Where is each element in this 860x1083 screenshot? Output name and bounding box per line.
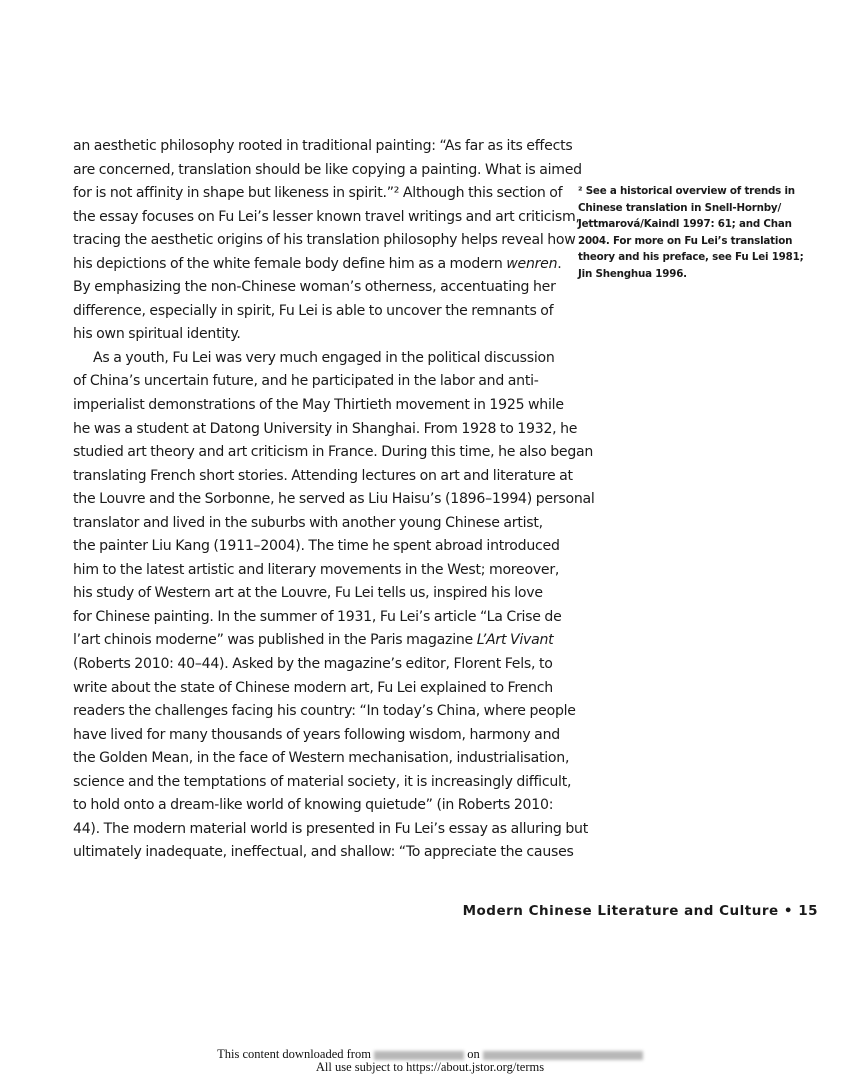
body-line — [73, 394, 564, 418]
text-run: science and the temptations of material society, it is increasingly difficult, — [73, 773, 572, 790]
body-line — [73, 559, 560, 583]
body-line — [73, 771, 572, 795]
text-run: 44). The modern material world is presented in Fu Lei’s essay as alluring but — [73, 820, 588, 837]
text-run: (Roberts 2010: 40–44). Asked by the magazine’s editor, Florent Fels, to — [73, 656, 553, 673]
body-line — [73, 747, 570, 771]
text-run: the Louvre and the Sorbonne, he served as Liu Haisu’s (1896–1994) personal — [73, 491, 595, 508]
body-line — [73, 629, 554, 653]
running-footer: Modern Chinese Literature and Culture • 15 — [462, 903, 818, 919]
text-run: his study of Western art at the Louvre, Fu Lei tells us, inspired his love — [73, 585, 543, 602]
body-line — [73, 182, 563, 206]
italic-text: wenren — [506, 255, 558, 272]
footnote-line: ² See a historical overview of trends in — [578, 185, 795, 197]
footnote-line: theory and his preface, see Fu Lei 1981; — [578, 251, 804, 264]
text-run: to hold onto a dream-like world of knowing quietude” (in Roberts 2010: — [73, 797, 554, 814]
download-prefix: This content downloaded from — [217, 1047, 371, 1061]
footnote-line: 2004. For more on Fu Lei’s translation — [578, 234, 793, 247]
text-run: an aesthetic philosophy rooted in traditional painting: “As far as its effects — [73, 138, 573, 154]
body-line — [73, 818, 588, 842]
text-run: are concerned, translation should be like copying a painting. What is aimed — [73, 161, 582, 178]
body-line — [73, 370, 539, 394]
text-run: for is not affinity in shape but likeness in spirit.”² Although this section of — [73, 185, 563, 202]
text-run: have lived for many thousands of years following wisdom, harmony and — [73, 726, 560, 743]
body-line — [73, 653, 553, 677]
text-run: imperialist demonstrations of the May Thirtieth movement in 1925 while — [73, 397, 564, 414]
text-run: translator and lived in the suburbs with another young Chinese artist, — [73, 514, 543, 531]
text-run: for Chinese painting. In the summer of 1931, Fu Lei’s article “La Crise de — [73, 608, 562, 625]
text-run: the essay focuses on Fu Lei’s lesser known travel writings and art criticism, — [73, 208, 580, 225]
redacted-ip — [374, 1051, 464, 1060]
text-run: By emphasizing the non-Chinese woman’s otherness, accentuating her — [73, 279, 556, 296]
text-run: his own spiritual identity. — [73, 326, 241, 343]
body-line — [73, 159, 582, 183]
footnote-line: Jin Shenghua 1996. — [578, 267, 687, 280]
body-line — [73, 347, 555, 371]
body-line — [73, 441, 594, 465]
text-run: translating French short stories. Attending lectures on art and literature at — [73, 467, 573, 484]
redacted-date — [483, 1051, 643, 1060]
body-line — [73, 276, 556, 300]
body-line — [73, 206, 580, 230]
text-run: the painter Liu Kang (1911–2004). The time he spent abroad introduced — [73, 538, 560, 555]
text-run: write about the state of Chinese modern art, Fu Lei explained to French — [73, 679, 553, 696]
text-run: he was a student at Datong University in Shanghai. From 1928 to 1932, he — [73, 420, 578, 437]
text-run: readers the challenges facing his country: “In today’s China, where people — [73, 703, 576, 720]
jstor-notice — [0, 1048, 860, 1074]
body-line — [73, 229, 576, 253]
body-line — [73, 606, 562, 630]
footnote — [578, 183, 804, 283]
body-line — [73, 253, 562, 277]
body-text — [73, 135, 595, 865]
body-line — [73, 465, 573, 489]
body-line — [73, 724, 560, 748]
body-line — [73, 841, 574, 865]
footnote-line: Chinese translation in Snell-Hornby/ — [578, 201, 782, 214]
italic-text: L’Art Vivant — [476, 632, 554, 649]
text-run: . — [557, 255, 562, 272]
body-line — [73, 677, 553, 701]
body-line — [73, 135, 573, 159]
body-line — [73, 535, 560, 559]
text-run: his depictions of the white female body define him as a modern — [73, 255, 507, 272]
body-line — [73, 794, 554, 818]
body-line — [73, 300, 554, 324]
body-line — [73, 323, 531, 347]
body-line — [73, 512, 543, 536]
text-run: him to the latest artistic and literary movements in the West; moreover, — [73, 561, 560, 578]
text-run: As a youth, Fu Lei was very much engaged in the political discussion — [93, 349, 555, 366]
download-on: on — [467, 1047, 480, 1061]
text-run: l’art chinois moderne” was published in the Paris magazine — [73, 632, 477, 649]
text-run: the Golden Mean, in the face of Western mechanisation, industrialisation, — [73, 750, 570, 767]
text-run: studied art theory and art criticism in France. During this time, he also began — [73, 444, 594, 461]
text-run: of China’s uncertain future, and he participated in the labor and anti- — [73, 373, 539, 390]
body-line — [73, 700, 576, 724]
footnote-line: Jettmarová/Kaindl 1997: 61; and Chan — [578, 218, 792, 231]
text-run: tracing the aesthetic origins of his translation philosophy helps reveal how — [73, 232, 576, 249]
body-line — [73, 418, 578, 442]
jstor-terms-line: All use subject to https://about.jstor.org/terms — [315, 1060, 545, 1074]
body-line — [73, 488, 595, 512]
text-run: ultimately inadequate, ineffectual, and shallow: “To appreciate the causes — [73, 844, 574, 861]
text-run: difference, especially in spirit, Fu Lei is able to uncover the remnants of — [73, 302, 554, 319]
jstor-download-line — [0, 1048, 860, 1061]
body-line — [73, 582, 543, 606]
